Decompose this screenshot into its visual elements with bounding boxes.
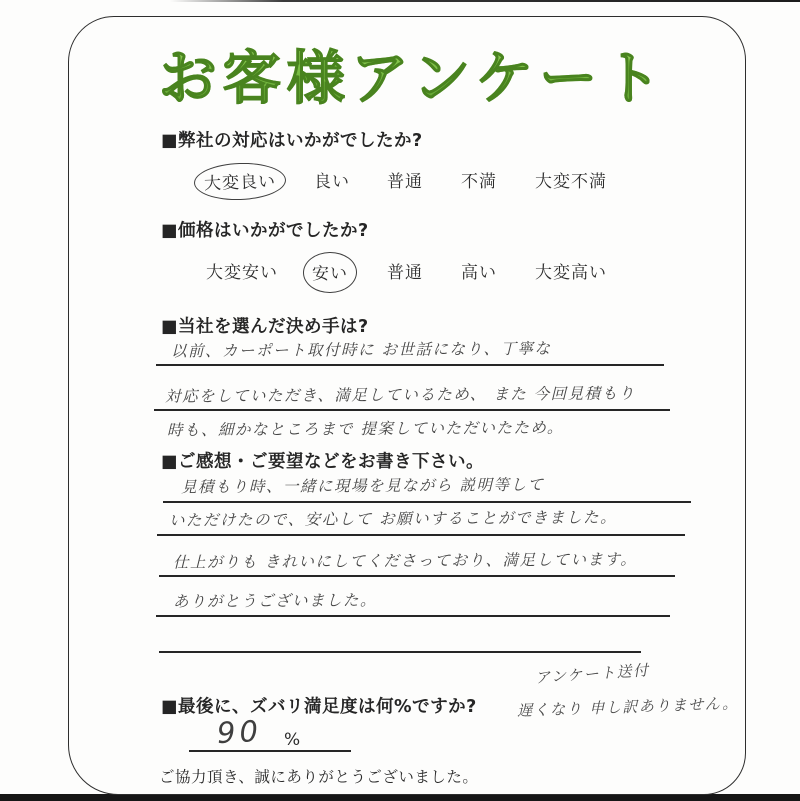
selection-circle: 安い (303, 252, 358, 294)
question-5-label: ■最後に、ズバリ満足度は何%ですか? (161, 697, 477, 717)
q4-answer-line-3: 仕上がりも きれいにしてくださっており、満足しています。 (172, 550, 638, 572)
footer-thanks: ご協力頂き、誠にありがとうございました。 (159, 768, 479, 786)
scan-artifact-top (170, 0, 800, 2)
selection-circle: 大変良い (193, 161, 286, 201)
satisfaction-value: 90 (216, 713, 263, 751)
option-q1-dissatisfied[interactable]: 不満 (461, 172, 497, 192)
answer-rule-empty (159, 651, 641, 653)
answer-rule (156, 364, 664, 366)
option-q2-cheap[interactable] (311, 258, 349, 285)
question-2-label: ■価格はいかがでしたか? (161, 221, 369, 241)
answer-rule (154, 409, 670, 411)
question-1-options (69, 167, 745, 197)
question-1-label: ■弊社の対応はいかがでしたか? (161, 131, 423, 151)
option-q1-good[interactable]: 良い (314, 172, 350, 192)
option-q2-very-cheap[interactable]: 大変安い (206, 263, 278, 283)
option-q1-very-good[interactable] (203, 167, 277, 194)
q4-answer-line-2: いただけたので、安心して お願いすることができました。 (168, 508, 618, 530)
option-q1-very-dissatisfied[interactable]: 大変不満 (535, 172, 607, 192)
q3-answer-line-3: 時も、細かなところまで 提案していただいたため。 (166, 418, 564, 440)
handwritten-note-line-2: 遅くなり 申し訳ありません。 (516, 694, 739, 720)
survey-sheet (68, 16, 746, 795)
page-title: お客様アンケート (69, 31, 745, 115)
satisfaction-rule (189, 750, 351, 752)
option-q2-very-expensive[interactable]: 大変高い (535, 263, 607, 283)
scan-artifact-bottom (0, 794, 800, 801)
answer-rule (159, 575, 675, 577)
q4-answer-line-1: 見積もり時、一緒に現場を見ながら 説明等して (180, 475, 545, 497)
q3-answer-line-2: 対応をしていただき、満足しているため、 また 今回見積もり (164, 384, 636, 406)
question-2-options (69, 258, 745, 288)
q3-answer-line-1: 以前、カーポート取付時に お世話になり、丁寧な (170, 339, 552, 361)
option-q2-normal[interactable]: 普通 (387, 263, 423, 283)
question-4-label: ■ご感想・ご要望などをお書き下さい。 (161, 452, 485, 472)
answer-rule (157, 534, 685, 536)
q4-answer-line-4: ありがとうございました。 (172, 591, 378, 611)
answer-rule (163, 501, 691, 503)
answer-rule (156, 615, 670, 617)
option-q2-expensive[interactable]: 高い (461, 263, 497, 283)
question-3-label: ■当社を選んだ決め手は? (161, 317, 369, 337)
option-q1-normal[interactable]: 普通 (387, 172, 423, 192)
handwritten-note-line-1: アンケート送付 (534, 661, 651, 687)
percent-sign: % (284, 730, 301, 750)
